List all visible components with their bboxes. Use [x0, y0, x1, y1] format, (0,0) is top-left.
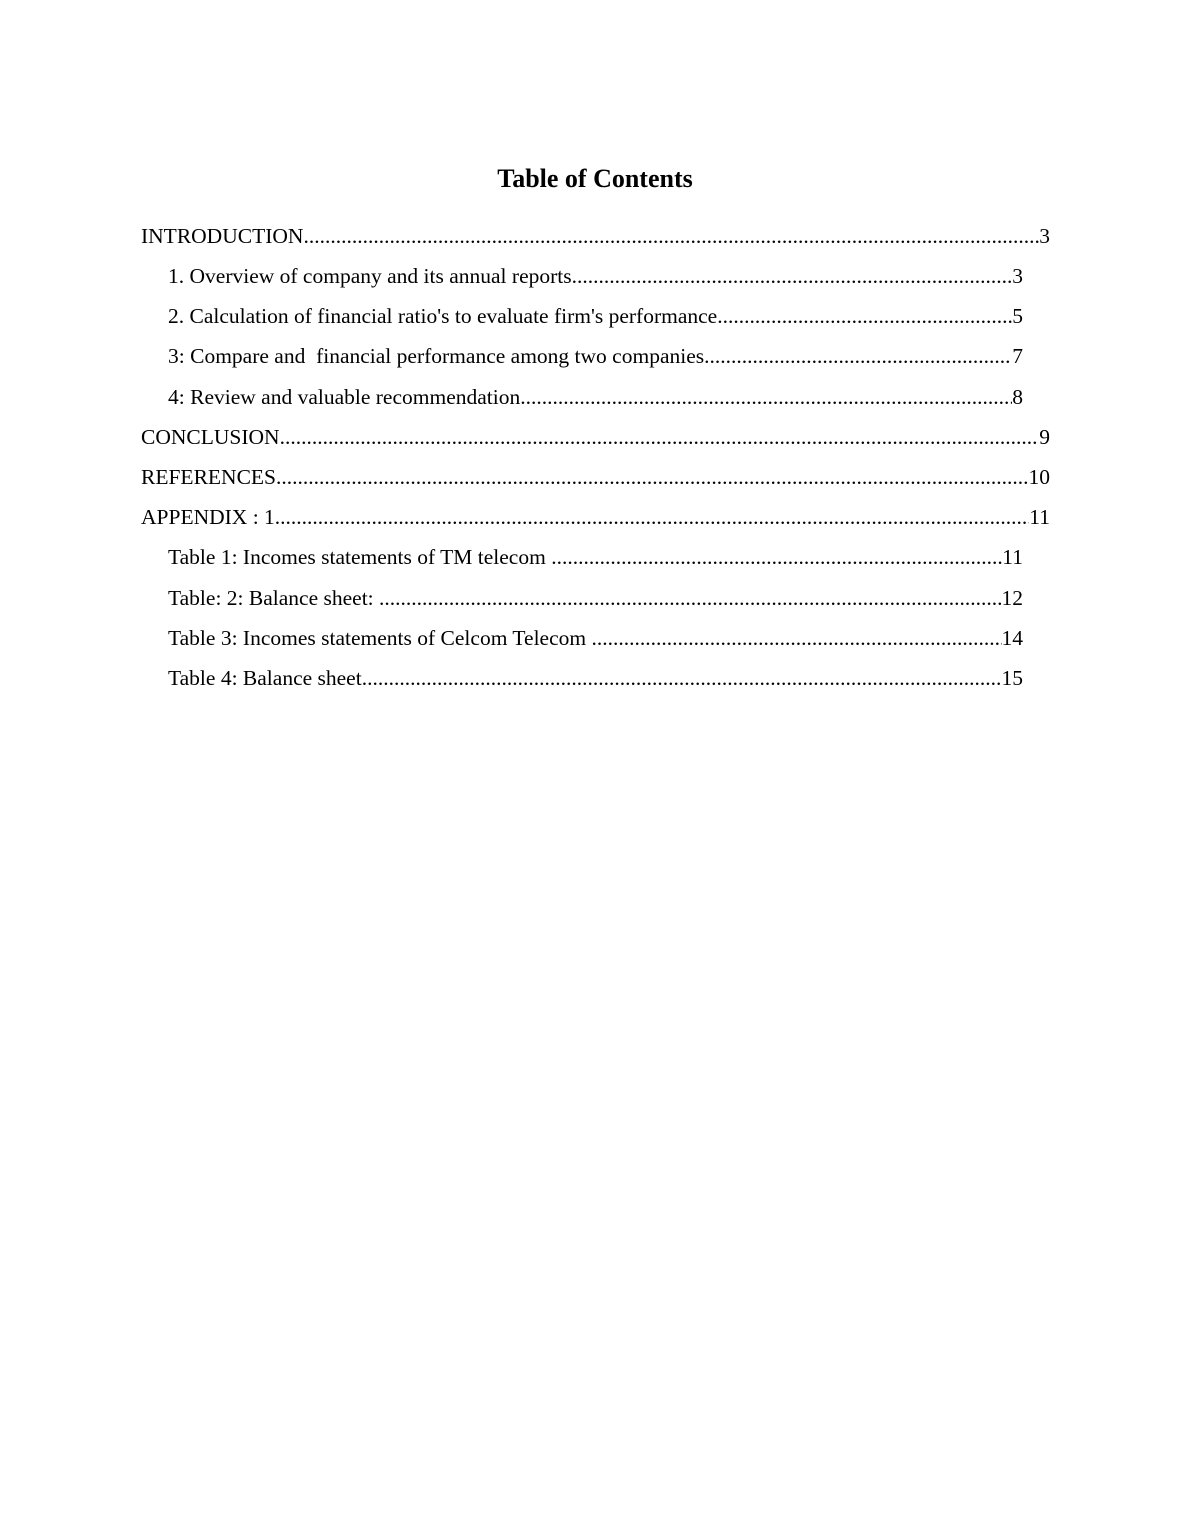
toc-entry-review-recommendation[interactable] [168, 384, 1023, 410]
toc-page-number: 3 [1012, 264, 1023, 288]
toc-entry-overview[interactable] [168, 263, 1023, 289]
toc-entry-table-1[interactable] [168, 544, 1023, 570]
toc-page-number: 5 [1012, 304, 1023, 328]
toc-leader-dots [704, 343, 1012, 369]
toc-page-number: 12 [1001, 586, 1023, 610]
toc-leader-dots [362, 665, 1002, 691]
toc-page-number: 11 [1002, 545, 1023, 569]
toc-entry-text: Table 4: Balance sheet [168, 666, 362, 690]
toc-entry-text: 3: Compare and financial performance among two companies [168, 344, 705, 368]
toc-page-number: 14 [1001, 626, 1023, 650]
toc-entry-table-4[interactable] [168, 665, 1023, 691]
toc-entry-text: Table: 2: Balance sheet: [168, 586, 380, 610]
toc-entry-text: REFERENCES [141, 465, 276, 489]
toc-page-number: 3 [1039, 224, 1050, 248]
toc-leader-dots [591, 625, 1001, 651]
toc-entry-text: Table 3: Incomes statements of Celcom Telecom [168, 626, 592, 650]
toc-entry-text: CONCLUSION [141, 425, 280, 449]
toc-entry-table-2[interactable] [168, 585, 1023, 611]
toc-entry-conclusion[interactable] [141, 424, 1050, 450]
toc-page-number: 11 [1029, 505, 1050, 529]
toc-entry-table-3[interactable] [168, 625, 1023, 651]
toc-entry-text: APPENDIX : 1 [141, 505, 275, 529]
toc-entry-text: Table 1: Incomes statements of TM telecom [168, 545, 552, 569]
toc-leader-dots [717, 303, 1012, 329]
toc-leader-dots [520, 384, 1012, 410]
toc-leader-dots [303, 223, 1039, 249]
toc-title: Table of Contents [497, 164, 693, 193]
toc-leader-dots [572, 263, 1013, 289]
toc-page-number: 10 [1028, 465, 1050, 489]
toc-leader-dots [275, 504, 1030, 530]
toc-page-number: 8 [1012, 385, 1023, 409]
toc-entry-text: 2. Calculation of financial ratio's to evaluate firm's performance [168, 304, 718, 328]
toc-entry-compare-performance[interactable] [168, 343, 1023, 369]
toc-entry-appendix[interactable] [141, 504, 1050, 530]
toc-entry-text: 4: Review and valuable recommendation [168, 385, 521, 409]
toc-page-number: 9 [1039, 425, 1050, 449]
toc-leader-dots [280, 424, 1040, 450]
toc-page-number: 15 [1001, 666, 1023, 690]
toc-entry-text: INTRODUCTION [141, 224, 304, 248]
toc-entry-text: 1. Overview of company and its annual reports [168, 264, 572, 288]
toc-entry-references[interactable] [141, 464, 1050, 490]
toc-leader-dots [379, 585, 1001, 611]
toc-leader-dots [276, 464, 1029, 490]
toc-entry-introduction[interactable] [141, 223, 1050, 249]
toc-entry-ratio-calculation[interactable] [168, 303, 1023, 329]
toc-page-number: 7 [1012, 344, 1023, 368]
toc-leader-dots [551, 544, 1002, 570]
